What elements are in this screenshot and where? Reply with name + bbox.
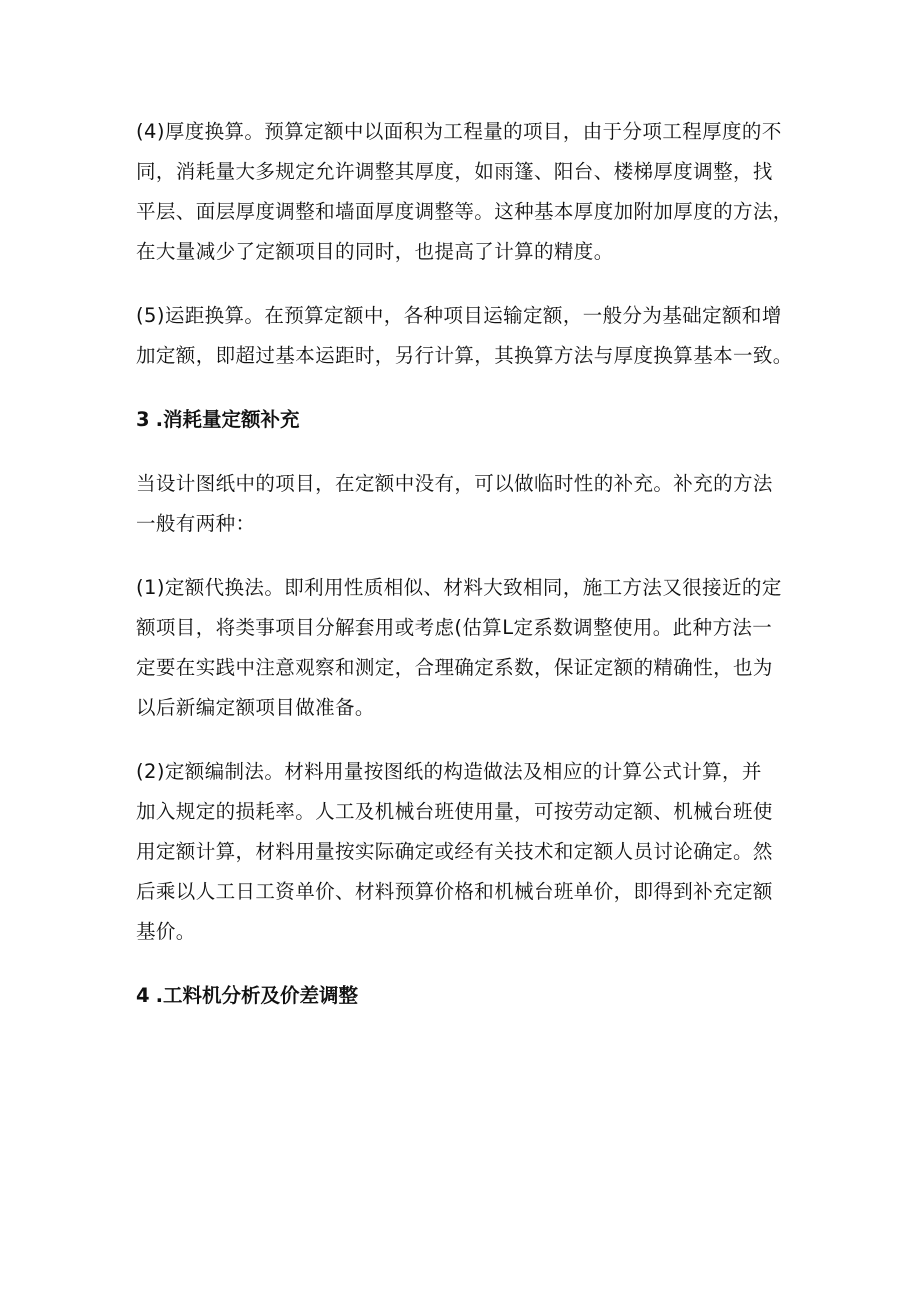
- text-line: (5)运距换算。在预算定额中，各种项目运输定额，一般分为基础定额和增: [136, 304, 782, 327]
- text-line: 在大量减少了定额项目的同时，也提高了计算的精度。: [136, 240, 614, 263]
- paragraph-compilation-method: [136, 752, 816, 952]
- heading-text: .消耗量定额补充: [155, 408, 300, 431]
- paragraph-supplement-intro: [136, 464, 816, 544]
- section-heading-3: [136, 400, 816, 440]
- text-line: 基价。: [136, 920, 196, 943]
- paragraph-thickness-conversion: [136, 112, 816, 272]
- text-line: 以后新编定额项目做准备。: [136, 696, 375, 719]
- text-line: 同，消耗量大多规定允许调整其厚度，如雨篷、阳台、楼梯厚度调整，找: [136, 160, 773, 183]
- heading-text: .工料机分析及价差调整: [155, 984, 358, 1007]
- text-line: 定要在实践中注意观察和测定，合理确定系数，保证定额的精确性，也为: [136, 656, 773, 679]
- heading-number: 3: [136, 408, 150, 431]
- document-body: [136, 112, 816, 1016]
- text-line: 当设计图纸中的项目，在定额中没有，可以做临时性的补充。补充的方法: [136, 472, 773, 495]
- paragraph-distance-conversion: [136, 296, 816, 376]
- text-line: 一般有两种：: [136, 512, 256, 535]
- paragraph-substitution-method: [136, 568, 816, 728]
- heading-number: 4: [136, 984, 150, 1007]
- text-line: 用定额计算，材料用量按实际确定或经有关技术和定额人员讨论确定。然: [136, 840, 773, 863]
- text-line: 加入规定的损耗率。人工及机械台班使用量，可按劳动定额、机械台班使: [136, 800, 773, 823]
- section-heading-4: [136, 976, 816, 1016]
- text-line: 后乘以人工日工资单价、材料预算价格和机械台班单价，即得到补充定额: [136, 880, 773, 903]
- text-line: 加定额，即超过基本运距时，另行计算，其换算方法与厚度换算基本一致。: [136, 344, 793, 367]
- text-line: (4)厚度换算。预算定额中以面积为工程量的项目，由于分项工程厚度的不: [136, 120, 782, 143]
- text-line: (2)定额编制法。材料用量按图纸的构造做法及相应的计算公式计算，并: [136, 760, 762, 783]
- text-line: 额项目，将类事项目分解套用或考虑(估算L定系数调整使用。此种方法一: [136, 616, 773, 639]
- text-line: (1)定额代换法。即利用性质相似、材料大致相同，施工方法又很接近的定: [136, 576, 782, 599]
- text-line: 平层、面层厚度调整和墙面厚度调整等。这种基本厚度加附加厚度的方法，: [136, 200, 793, 223]
